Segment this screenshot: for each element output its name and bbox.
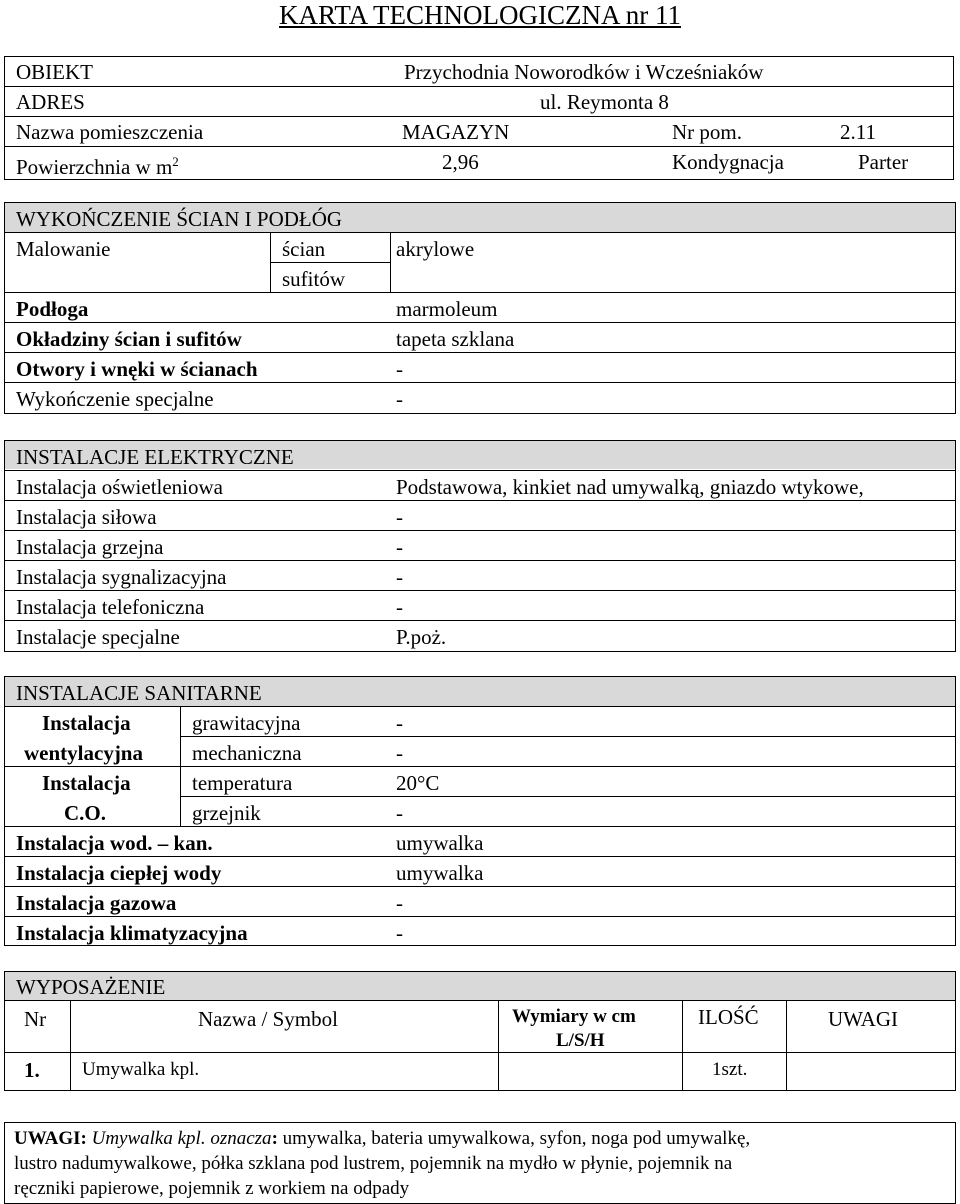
temperatura-value: 20°C <box>396 771 440 795</box>
electric-row-label: Instalacja siłowa <box>16 505 157 529</box>
mechaniczna-label: mechaniczna <box>192 741 302 765</box>
nazwa-pomieszczenia-value: MAGAZYN <box>402 120 510 144</box>
sufitow-label: sufitów <box>282 267 345 291</box>
electric-row-label: Instalacja grzejna <box>16 535 164 559</box>
wentylacja-label-1: Instalacja <box>42 711 131 735</box>
sanitary-heading: INSTALACJE SANITARNE <box>16 681 262 705</box>
podloga-label: Podłoga <box>16 297 89 321</box>
gazowa-label: Instalacja gazowa <box>16 891 177 915</box>
notes-line-1 <box>14 1126 944 1151</box>
electric-row-value: - <box>396 565 403 589</box>
electric-row-label: Instalacja sygnalizacyjna <box>16 565 227 589</box>
electric-row-value: - <box>396 595 403 619</box>
equipment-row-ilosc: 1szt. <box>712 1059 748 1080</box>
powierzchnia-value: 2,96 <box>442 150 479 174</box>
podloga-value: marmoleum <box>396 297 498 321</box>
ciepla-woda-value: umywalka <box>396 861 484 885</box>
notes-label: UWAGI: <box>14 1128 87 1149</box>
finish-heading: WYKOŃCZENIE ŚCIAN I PODŁÓG <box>16 207 343 231</box>
kondygnacja-label: Kondygnacja <box>672 150 784 174</box>
malowanie-label: Malowanie <box>16 237 111 261</box>
nazwa-pomieszczenia-label: Nazwa pomieszczenia <box>16 120 204 144</box>
okladziny-label: Okładziny ścian i sufitów <box>16 327 242 351</box>
col-wymiary-header-1: Wymiary w cm <box>512 1006 636 1027</box>
wentylacja-label-2: wentylacyjna <box>24 741 143 765</box>
col-ilosc-header: ILOŚĆ <box>698 1005 759 1029</box>
grzejnik-value: - <box>396 801 403 825</box>
page-title: KARTA TECHNOLOGICZNA nr 11 <box>279 0 681 30</box>
gazowa-value: - <box>396 891 403 915</box>
akrylowe-value: akrylowe <box>396 237 475 261</box>
notes-line-2: lustro nadumywalkowe, półka szklana pod lustrem, pojemnik na mydło w płynie, pojemnik na <box>14 1153 733 1174</box>
equipment-heading: WYPOSAŻENIE <box>16 975 166 999</box>
scian-label: ścian <box>282 237 326 261</box>
grawitacyjna-value: - <box>396 711 403 735</box>
klima-value: - <box>396 921 403 945</box>
obiekt-value: Przychodnia Noworodków i Wcześniaków <box>404 60 764 84</box>
equipment-row-nr: 1. <box>24 1058 40 1082</box>
co-label-1: Instalacja <box>42 771 131 795</box>
kondygnacja-value: Parter <box>858 150 909 174</box>
obiekt-label: OBIEKT <box>16 60 93 84</box>
klima-label: Instalacja klimatyzacyjna <box>16 921 248 945</box>
notes-line-3: ręczniki papierowe, pojemnik z workiem na odpady <box>14 1178 410 1199</box>
okladziny-value: tapeta szklana <box>396 327 515 351</box>
electric-row-value: P.poż. <box>396 625 447 649</box>
powierzchnia-label: Powierzchnia w $m^2$ <box>16 154 179 179</box>
notes-text-1: umywalka, bateria umywalkowa, syfon, noga pod umywalkę, <box>277 1128 751 1149</box>
notes-item: Umywalka kpl. <box>91 1128 206 1149</box>
wodkan-label: Instalacja wod. – kan. <box>16 831 213 855</box>
nr-pom-label: Nr pom. <box>672 120 742 144</box>
wykonczenie-specjalne-label: Wykończenie specjalne <box>16 387 214 411</box>
grzejnik-label: grzejnik <box>192 801 261 825</box>
co-label-2: C.O. <box>64 801 106 825</box>
notes-oznacza: oznacza <box>210 1128 272 1149</box>
grawitacyjna-label: grawitacyjna <box>192 711 301 735</box>
electric-row-label: Instalacja oświetleniowa <box>16 475 224 499</box>
wykonczenie-specjalne-value: - <box>396 387 403 411</box>
electric-row-value: - <box>396 535 403 559</box>
electric-row-value: Podstawowa, kinkiet nad umywalką, gniazdo wtykowe, <box>396 475 864 499</box>
col-nr-header: Nr <box>24 1007 47 1031</box>
adres-label: ADRES <box>16 90 85 114</box>
otwory-value: - <box>396 357 403 381</box>
col-uwagi-header: UWAGI <box>828 1007 898 1031</box>
adres-value: ul. Reymonta 8 <box>540 90 669 114</box>
temperatura-label: temperatura <box>192 771 293 795</box>
wodkan-value: umywalka <box>396 831 484 855</box>
electric-row-value: - <box>396 505 403 529</box>
col-wymiary-header-2: L/S/H <box>556 1030 605 1051</box>
notes-colon: : <box>271 1128 278 1149</box>
electric-heading: INSTALACJE ELEKTRYCZNE <box>16 445 294 469</box>
powierzchnia-unit-sup: 2 <box>172 154 179 169</box>
mechaniczna-value: - <box>396 741 403 765</box>
equipment-row-nazwa: Umywalka kpl. <box>82 1059 200 1080</box>
col-nazwa-header: Nazwa / Symbol <box>198 1007 338 1031</box>
otwory-label: Otwory i wnęki w ścianach <box>16 357 258 381</box>
electric-row-label: Instalacja telefoniczna <box>16 595 205 619</box>
nr-pom-value: 2.11 <box>840 120 876 144</box>
electric-row-label: Instalacje specjalne <box>16 625 180 649</box>
ciepla-woda-label: Instalacja ciepłej wody <box>16 861 222 885</box>
